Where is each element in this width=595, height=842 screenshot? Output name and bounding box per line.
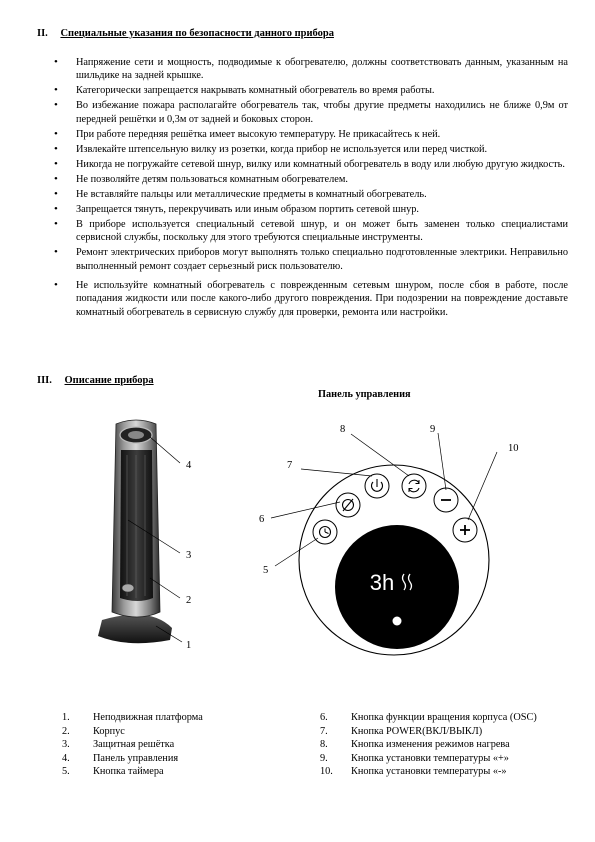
parts-legend-left bbox=[62, 711, 203, 779]
control-panel-title: Панель управления bbox=[318, 389, 411, 400]
callout-10: 10 bbox=[508, 443, 519, 454]
legend-number: 1. bbox=[62, 712, 70, 723]
legend-item bbox=[320, 765, 537, 779]
legend-number: 4. bbox=[62, 752, 70, 764]
callout-1: 1 bbox=[186, 640, 192, 651]
osc-button[interactable] bbox=[336, 493, 360, 517]
legend-label: Кнопка изменения режимов нагрева bbox=[351, 739, 510, 751]
heater-image bbox=[98, 420, 172, 643]
callout-7: 7 bbox=[287, 460, 293, 471]
legend-number: 10. bbox=[320, 766, 333, 778]
callout-5: 5 bbox=[263, 565, 269, 576]
temp-minus-button[interactable] bbox=[434, 488, 458, 512]
safety-item: • Во избежание пожара располагайте обогреватель так, чтобы другие предметы находились не ближе 0,9м от передней решётки и 0,3м от задней и боковых сторон. bbox=[54, 99, 568, 126]
legend-item bbox=[320, 711, 537, 725]
legend-item bbox=[62, 765, 203, 779]
power-button[interactable] bbox=[365, 474, 389, 498]
safety-item: • При работе передняя решётка имеет высокую температуру. Не прикасайтесь к ней. bbox=[54, 128, 568, 141]
section-2-title: Специальные указания по безопасности данного прибора bbox=[60, 28, 334, 39]
safety-item: • Не позволяйте детям пользоваться комнатным обогревателем. bbox=[54, 173, 568, 186]
safety-item: • Ремонт электрических приборов могут выполнять только специально подготовленные электрики. Неправильно выполненный ремонт создает серьезный риск пользователю. bbox=[54, 246, 568, 273]
legend-label: Кнопка POWER(ВКЛ/ВЫКЛ) bbox=[351, 725, 483, 737]
safety-item: • В приборе используется специальный сетевой шнур, и он может быть заменен только специалистами сервисной службы, поскольку для этого требуются специальные инструменты. bbox=[54, 218, 568, 245]
safety-item: • Напряжение сети и мощность, подводимые к обогревателю, должны соответствовать данным, указанным на шильдике на задней крышке. bbox=[54, 56, 568, 83]
legend-number: 3. bbox=[62, 739, 70, 751]
legend-label: Кнопка установки температуры «+» bbox=[351, 752, 509, 764]
legend-label: Кнопка установки температуры «-» bbox=[351, 766, 507, 778]
display-dot bbox=[393, 617, 402, 626]
legend-item bbox=[62, 725, 203, 739]
legend-item bbox=[62, 738, 203, 752]
temp-plus-button[interactable] bbox=[453, 518, 477, 542]
legend-label: Неподвижная платформа bbox=[93, 712, 203, 723]
legend-number: 2. bbox=[62, 725, 70, 737]
callout-9: 9 bbox=[430, 424, 436, 435]
display-readout: 3h bbox=[369, 570, 395, 595]
legend-item bbox=[320, 725, 537, 739]
legend-number: 7. bbox=[320, 725, 328, 737]
section-3-title: Описание прибора bbox=[64, 375, 154, 386]
control-panel bbox=[299, 465, 489, 655]
safety-item: • Извлекайте штепсельную вилку из розетки, когда прибор не используется или перед чисткой. bbox=[54, 143, 568, 156]
legend-label: Панель управления bbox=[93, 752, 179, 764]
legend-number: 6. bbox=[320, 712, 328, 723]
callout-6: 6 bbox=[259, 514, 265, 525]
legend-item bbox=[62, 752, 203, 766]
callout-3: 3 bbox=[186, 550, 192, 561]
callout-8: 8 bbox=[340, 424, 346, 435]
legend-label: Корпус bbox=[93, 725, 125, 737]
legend-number: 5. bbox=[62, 766, 70, 778]
timer-button[interactable] bbox=[313, 520, 337, 544]
safety-item: • Не вставляйте пальцы или металлические предметы в комнатный обогреватель. bbox=[54, 188, 568, 201]
legend-label: Кнопка таймера bbox=[93, 766, 164, 778]
callout-4: 4 bbox=[186, 460, 192, 471]
safety-item: • Не используйте комнатный обогреватель с поврежденным сетевым шнуром, после сбоя в работе, после попадания жидкости или после какого-либо другого повреждения. При подозрении на повреждение доставьте комнатный обогреватель в сервисную службу для проверки, ремонта или настройки. bbox=[54, 279, 568, 319]
legend-item bbox=[320, 738, 537, 752]
legend-item bbox=[320, 752, 537, 766]
legend-label: Кнопка функции вращения корпуса (OSC) bbox=[351, 712, 537, 723]
section-3-number: III. bbox=[37, 375, 52, 386]
heat-mode-button[interactable] bbox=[402, 474, 426, 498]
section-2-number: II. bbox=[37, 28, 48, 39]
parts-legend-right bbox=[320, 711, 537, 779]
safety-item: • Запрещается тянуть, перекручивать или иным образом портить сетевой шнур. bbox=[54, 203, 568, 216]
legend-label: Защитная решётка bbox=[93, 739, 175, 751]
safety-item: • Никогда не погружайте сетевой шнур, вилку или комнатный обогреватель в воду или любую другую жидкость. bbox=[54, 158, 568, 171]
legend-number: 9. bbox=[320, 752, 328, 764]
callout-2: 2 bbox=[186, 595, 192, 606]
heater-knob bbox=[122, 584, 134, 592]
legend-item bbox=[62, 711, 203, 725]
safety-item: • Категорически запрещается накрывать комнатный обогреватель во время работы. bbox=[54, 84, 568, 97]
legend-number: 8. bbox=[320, 739, 328, 751]
panel-display bbox=[335, 525, 459, 649]
